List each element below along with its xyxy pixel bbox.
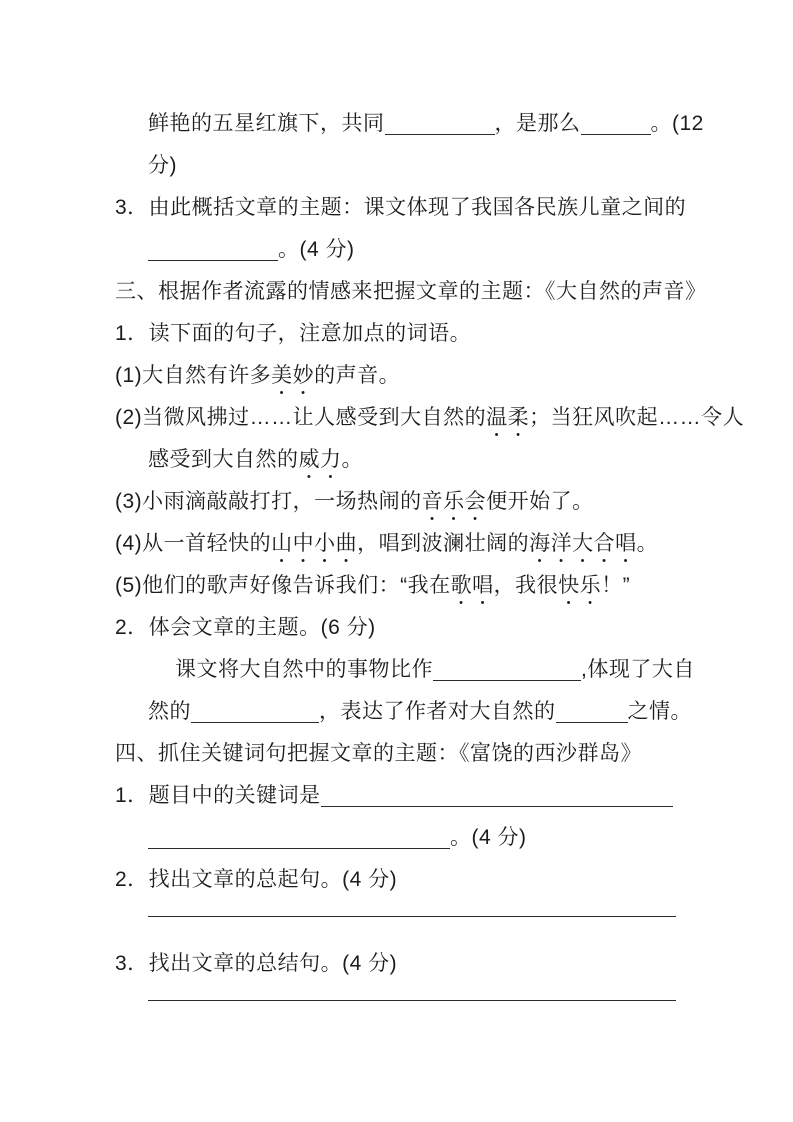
text-segment: 。(4 分) <box>450 826 527 849</box>
text-segment: ，我很 <box>493 574 559 597</box>
text-line <box>115 103 763 145</box>
text-segment: 2．体会文章的主题。(6 分) <box>115 616 376 639</box>
text-segment: 。 <box>636 532 659 555</box>
text-line <box>115 859 763 901</box>
blank-underline <box>581 108 651 135</box>
blank-underline <box>148 822 450 849</box>
blank-underline <box>433 654 581 681</box>
text-segment: 四、抓住关键词句把握文章的主题：《富饶的西沙群岛》 <box>115 742 642 765</box>
emphasized-word: 温柔 <box>486 406 530 429</box>
text-line <box>115 817 763 859</box>
answer-rule <box>148 901 676 917</box>
text-line <box>115 565 763 607</box>
blank-underline <box>321 780 673 807</box>
blank-underline <box>191 696 319 723</box>
text-segment: 之情。 <box>627 700 692 723</box>
answer-line-row <box>115 985 763 1027</box>
text-segment: 3．由此概括文章的主题：课文体现了我国各民族儿童之间的 <box>115 196 687 219</box>
text-segment: 课文将大自然中的事物比作 <box>175 658 433 681</box>
text-segment: ，表达了作者对大自然的 <box>319 700 556 723</box>
text-segment: 分) <box>148 154 177 177</box>
text-segment: 。(12 <box>650 112 704 135</box>
answer-rule <box>148 985 676 1001</box>
text-segment: ；当狂风吹起……令人 <box>529 406 745 429</box>
text-line <box>115 943 763 985</box>
text-segment: ，是那么 <box>494 112 581 135</box>
text-segment: (3)小雨滴敲敲打打，一场热闹的 <box>115 490 422 513</box>
text-line <box>115 775 763 817</box>
text-segment: (5)他们的歌声好像告诉我们：“我在 <box>115 574 451 597</box>
text-line <box>115 397 763 439</box>
text-segment: ！” <box>601 574 631 597</box>
text-line <box>115 355 763 397</box>
text-segment: 2．找出文章的总起句。(4 分) <box>115 868 398 891</box>
answer-line-row <box>115 901 763 943</box>
text-segment: ，唱到波澜壮阔的 <box>357 532 530 555</box>
emphasized-word: 海洋大合唱 <box>529 532 637 555</box>
text-segment: (4)从一首轻快的 <box>115 532 272 555</box>
text-segment: ,体现了大自 <box>581 658 695 681</box>
text-segment: 感受到大自然的 <box>148 448 299 471</box>
blank-underline <box>556 696 628 723</box>
emphasized-word: 快乐 <box>558 574 602 597</box>
blank-underline <box>385 108 495 135</box>
text-segment: 的声音。 <box>314 364 401 387</box>
emphasized-word: 山中小曲 <box>271 532 358 555</box>
text-line <box>115 313 763 355</box>
text-segment: 1．读下面的句子，注意加点的词语。 <box>115 322 472 345</box>
text-line <box>115 439 763 481</box>
text-segment: 1．题目中的关键词是 <box>115 784 321 807</box>
emphasized-word: 歌唱 <box>450 574 494 597</box>
text-line <box>115 523 763 565</box>
text-line <box>115 481 763 523</box>
text-line <box>115 691 763 733</box>
text-segment: 。(4 分) <box>278 238 355 261</box>
text-segment: 然的 <box>148 700 191 723</box>
text-segment: 三、根据作者流露的情感来把握文章的主题：《大自然的声音》 <box>115 280 707 303</box>
text-line <box>115 607 763 649</box>
blank-underline <box>148 234 278 261</box>
text-segment: (1)大自然有许多 <box>115 364 272 387</box>
emphasized-word: 美妙 <box>271 364 315 387</box>
emphasized-word: 音乐会 <box>421 490 487 513</box>
text-line <box>115 271 763 313</box>
text-segment: 便开始了。 <box>486 490 594 513</box>
text-line <box>115 187 763 229</box>
text-line <box>115 229 763 271</box>
text-segment: 3．找出文章的总结句。(4 分) <box>115 952 398 975</box>
text-line <box>115 733 763 775</box>
emphasized-word: 威力 <box>298 448 342 471</box>
text-line <box>115 145 763 187</box>
text-segment: 鲜艳的五星红旗下，共同 <box>148 112 385 135</box>
text-segment: 。 <box>341 448 363 471</box>
text-segment: (2)当微风拂过……让人感受到大自然的 <box>115 406 487 429</box>
text-line <box>115 649 763 691</box>
